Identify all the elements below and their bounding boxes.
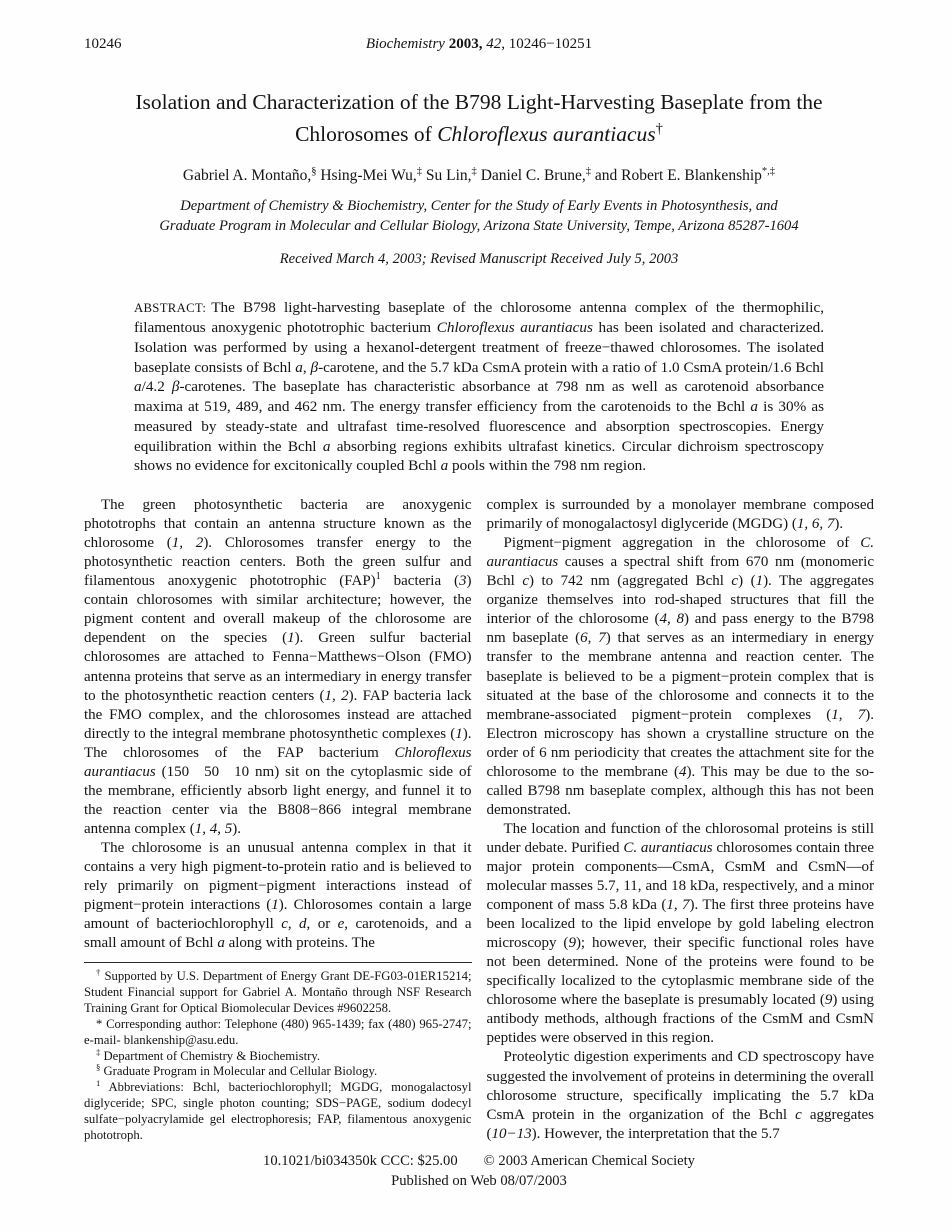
doi-ccc-text: 10.1021/bi034350k CCC: $25.00 [263,1152,458,1169]
paragraph: complex is surrounded by a monolayer membrane composed primarily of monogalactosyl diglyceride (MGDG) (1, 6, 7). [486,497,874,533]
footnotes [84,966,472,1144]
copyright-text: © 2003 American Chemical Society [483,1152,695,1169]
published-line: Published on Web 08/07/2003 [391,1172,567,1189]
article-title: Isolation and Characterization of the B798 Light-Harvesting Baseplate from the Chlorosomes of Chloroflexus aurantiacus† [135,90,823,147]
paragraph: Proteolytic digestion experiments and CD spectroscopy have suggested the involvement of proteins in determining the overall chlorosome structure, specifically implicating the 5.7 kDa CsmA protein in the organization of the Bchl c aggregates (10−13). However, the interpretation that the 5.7 [486,1049,874,1142]
footnote-item: $^1$ Abbreviations: Bchl, bacteriochlorophyll; MGDG, monogalactosyl diglyceride; SPC, single photon counting; SDS−PAGE, sodium dodecyl sulfate−polyacrylamide gel electrophoresis; FAP, filamentous anoxygenic phototroph. [84,1078,472,1142]
affiliation [84,196,874,237]
footnote-item: § Graduate Program in Molecular and Cellular Biology. [96,1062,378,1079]
paragraph: The location and function of the chlorosomal proteins is still under debate. Purified C. aurantiacus chlorosomes contain three major protein components—CsmA, CsmM and CsmN—of molecular masses 5.7, 11, and 18 kDa, respectively, and a minor component of mass 5.8 kDa (1, 7). The first three proteins have been localized to the lipid envelope by gold labeling electron microscopy (9); however, their specific functional roles have not been determined. None of the proteins were found to be specifically localized to the cytoplasmic membrane side of the chlorosome where the baseplate is presumably located (9) using antibody methods, although fractions of the CsmM and CsmN peptides were observed in this region. [486,820,875,1047]
abstract-text: ABSTRACT: The B798 light-harvesting baseplate of the chlorosome antenna complex of the thermophilic, filamentous anoxygenic phototrophic bacterium Chloroflexus aurantiacus has been isolated and characterized. Isolation was performed by using a hexanol-detergent treatment of freeze−thawed chlorosomes. The isolated baseplate consists of Bchl a, β-carotene, and the 5.7 kDa CsmA protein with a ratio of 1.0 CsmA protein/1.6 Bchl a/4.2 β-carotenes. The baseplate has characteristic absorbance at 798 nm as well as carotenoid absorbance maxima at 519, 489, and 462 nm. The energy transfer efficiency from the carotenoids to the Bchl a is 30% as measured by steady-state and ultrafast time-resolved fluorescence and absorption spectroscopies. Energy equilibration within the Bchl a absorbing regions exhibits ultrafast kinetics. Circular dichroism spectroscopy shows no evidence for excitonically coupled Bchl a pools within the 798 nm region. [134,299,825,475]
right-column [487,496,875,1144]
paragraph: The chlorosome is an unusual antenna complex in that it contains a very high pigment-to-protein ratio and is believed to rely primarily on pigment−pigment interactions instead of pigment−protein interactions (1). Chlorosomes contain a large amount of bacteriochlorophyll c, d, or e, carotenoids, and a small amount of Bchl a along with proteins. The [84,839,472,952]
authors-line: Gabriel A. Montaño,§ Hsing-Mei Wu,‡ Su Lin,‡ Daniel C. Brune,‡ and Robert E. Blankenship*,‡ [182,165,776,184]
page-footer [84,1152,874,1191]
body-columns [84,496,874,1144]
affiliation-line-1: Department of Chemistry & Biochemistry, Center for the Study of Early Events in Photosynthesis, and [180,197,778,214]
paragraph: The green photosynthetic bacteria are anoxygenic phototrophs that contain an antenna structure known as the chlorosome (1, 2). Chlorosomes transfer energy to the photosynthetic reaction centers. Both the green sulfur and filamentous anoxygenic phototrophic (FAP)$^1$ bacteria (3) contain chlorosomes with similar architecture; however, the pigment content and overall makeup of the chlorosome are dependent on the species (1). Green sulfur bacterial chlorosomes are attached to Fenna−Matthews−Olson (FMO) antenna proteins that serve as an intermediary in energy transfer to the photosynthetic reaction centers (1, 2). FAP bacteria lack the FMO complex, and the chlorosomes instead are attached directly to the integral membrane photosynthetic complexes (1). The chlorosomes of the FAP bacterium Chloroflexus aurantiacus (150 50 10 nm) sit on the cytoplasmic side of the membrane, efficiently absorb light energy, and funnel it to the reaction center via the B808−866 integral membrane antenna complex (1, 4, 5). [84,497,472,837]
received-line: Received March 4, 2003; Revised Manuscript Received July 5, 2003 [279,251,679,268]
footnote-item: † Supported by U.S. Department of Energy Grant DE-FG03-01ER15214; Student Financial support for Gabriel A. Montaño through NSF Research Training Grant for Optical Biomolecular Devices #9602258. [84,966,472,1015]
footnote-item: * Corresponding author: Telephone (480) 965-1439; fax (480) 965-2747; e-mail- blankenship@asu.edu. [84,1016,472,1047]
left-column [84,496,472,1144]
page-number: 10246 [84,36,122,52]
doi-line [84,1152,874,1172]
paragraph: Pigment−pigment aggregation in the chlorosome of C. aurantiacus causes a spectral shift from 670 nm (monomeric Bchl c) to 742 nm (aggregated Bchl c) (1). The aggregates organize themselves into rod-shaped structures that fill the interior of the chlorosome (4, 8) and pass energy to the B798 nm baseplate (6, 7) that serves as an intermediary in energy transfer to the membrane antenna and reaction center. The baseplate is believed to be a pigment−protein complex that is situated at the base of the chlorosome and connects it to the membrane-associated pigment−protein complexes (1, 7). Electron microscopy has shown a crystalline structure on the order of 6 nm periodicity that creates the attachment site for the chlorosome to the membrane (4). This may be due to the so-called B798 nm baseplate complex, although this has not been demonstrated. [486,535,875,818]
page-header [84,36,874,56]
affiliation-line-2: Graduate Program in Molecular and Cellular Biology, Arizona State University, Tempe, Arizona 85287-1604 [159,217,799,234]
footnote-item: ‡ Department of Chemistry & Biochemistry. [96,1046,321,1063]
journal-citation: Biochemistry 2003, 42, 10246−10251 [365,36,593,52]
footnote-divider [84,962,472,963]
